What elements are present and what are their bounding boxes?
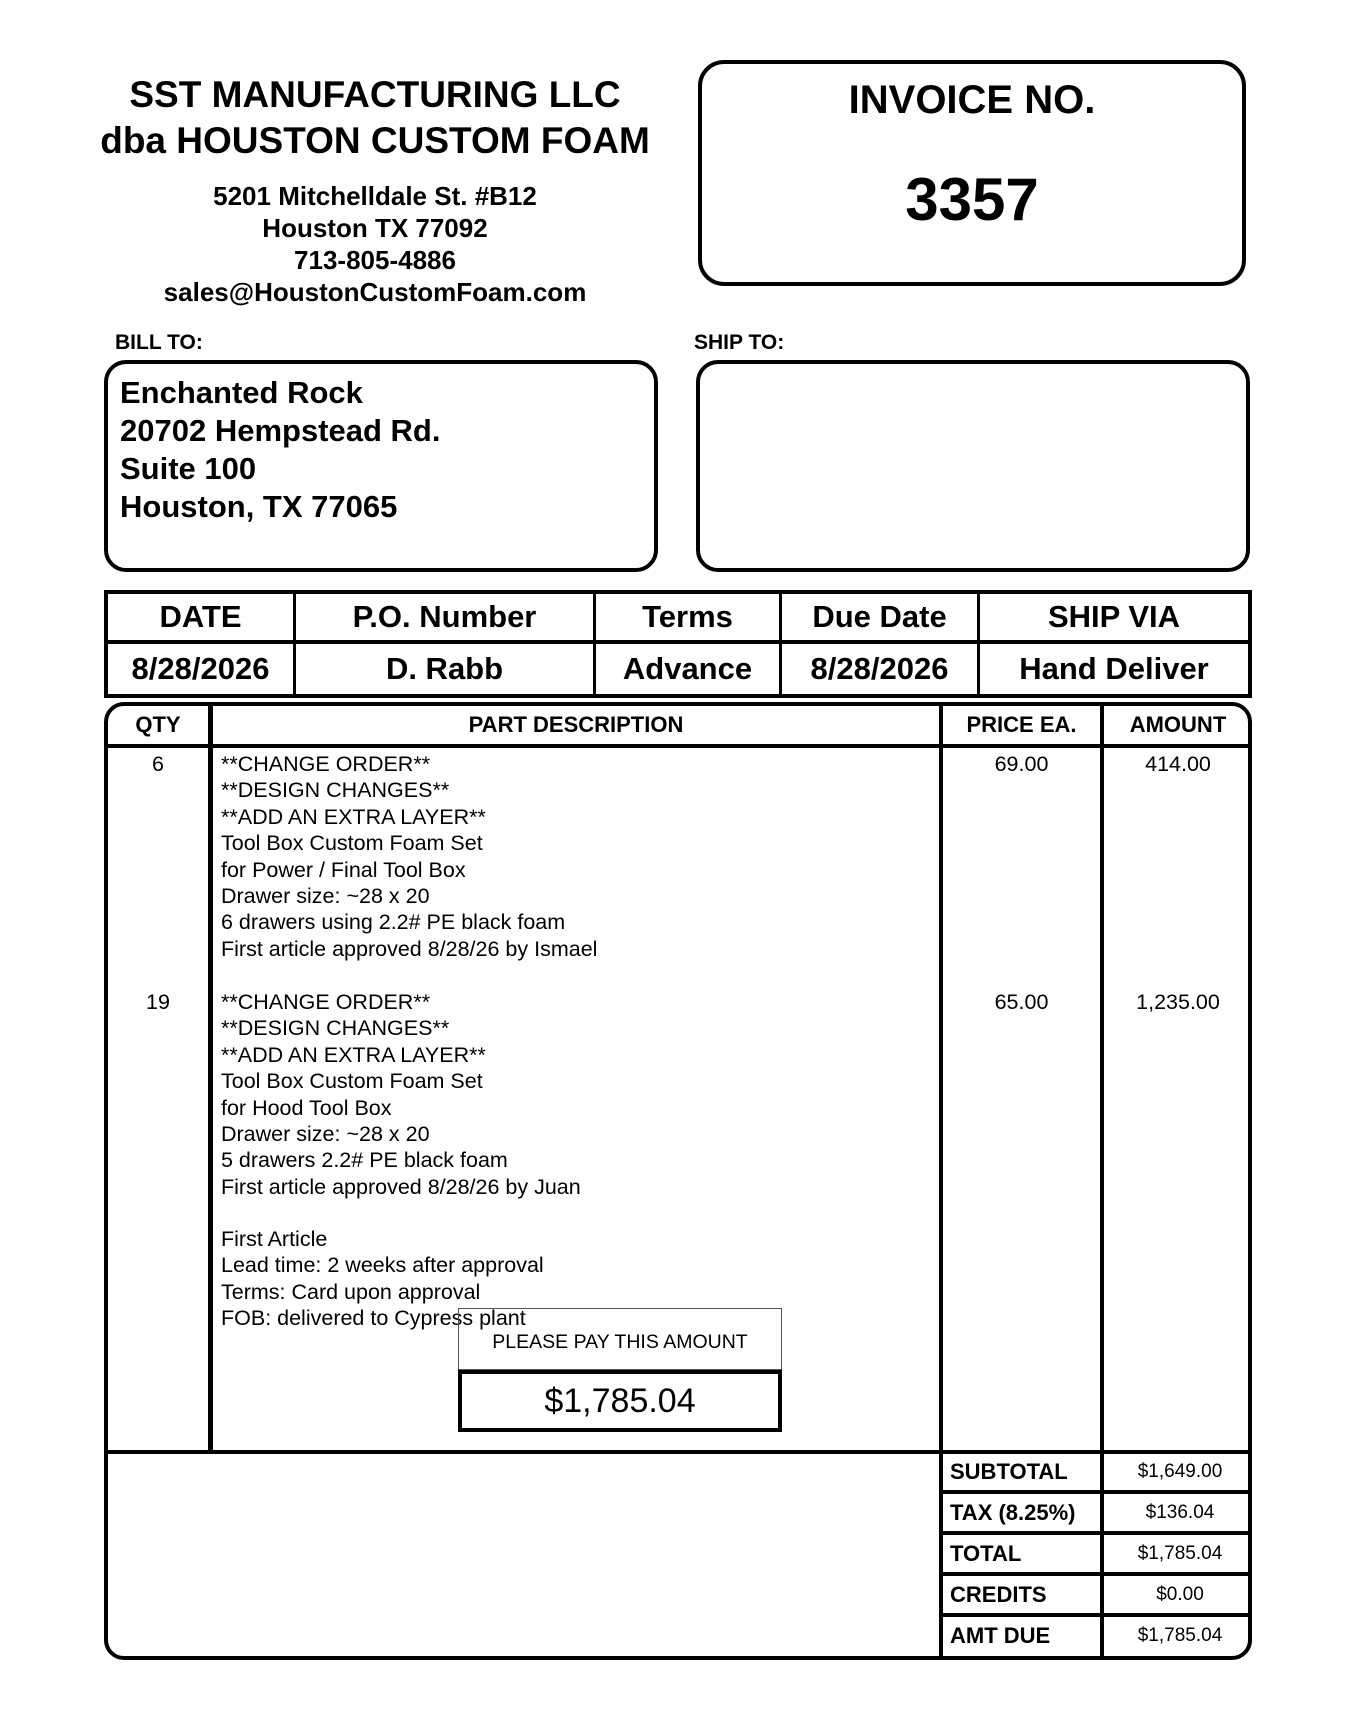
bill-to-line: 20702 Hempstead Rd. xyxy=(120,413,441,448)
info-value-po: D. Rabb xyxy=(296,644,596,694)
totals-row-divider xyxy=(943,1531,1252,1535)
note-line: Terms: Card upon approval xyxy=(221,1279,481,1304)
description-line: for Hood Tool Box xyxy=(221,1095,392,1120)
description-line: Drawer size: ~28 x 20 xyxy=(221,1122,430,1147)
description-line: **DESIGN CHANGES** xyxy=(221,778,450,803)
subtotal-label: SUBTOTAL xyxy=(950,1459,1068,1484)
column-divider xyxy=(208,706,213,1454)
description-line: 6 drawers using 2.2# PE black foam xyxy=(221,910,566,935)
header-description: PART DESCRIPTION xyxy=(468,712,684,737)
description-line: **CHANGE ORDER** xyxy=(221,990,431,1014)
total-value: $1,785.04 xyxy=(1137,1543,1223,1564)
note-line: First Article xyxy=(221,1227,328,1251)
item-description xyxy=(221,751,936,962)
invoice-number: 3357 xyxy=(905,166,1039,233)
item-qty: 6 xyxy=(152,752,164,776)
description-line: First article approved 8/28/26 by Juan xyxy=(221,1174,581,1199)
item-amount: 1,235.00 xyxy=(1136,990,1220,1014)
amount-due-value: $1,785.04 xyxy=(1137,1625,1223,1646)
company-address xyxy=(90,180,660,308)
company-email: sales@HoustonCustomFoam.com xyxy=(163,277,587,307)
credits-value: $0.00 xyxy=(1156,1584,1204,1605)
bill-to-box xyxy=(104,360,658,572)
description-line: **CHANGE ORDER** xyxy=(221,752,431,776)
column-divider xyxy=(1100,706,1104,1660)
amount-due-label: AMT DUE xyxy=(950,1623,1051,1648)
bill-to-line: Enchanted Rock xyxy=(120,375,363,410)
description-line: **ADD AN EXTRA LAYER** xyxy=(221,1042,486,1067)
company-phone: 713-805-4886 xyxy=(294,245,456,275)
description-line: Tool Box Custom Foam Set xyxy=(221,831,483,856)
totals-row-divider xyxy=(943,1572,1252,1576)
total-label: TOTAL xyxy=(950,1541,1022,1566)
item-price: 65.00 xyxy=(994,990,1049,1014)
item-price: 69.00 xyxy=(994,752,1049,776)
item-qty: 19 xyxy=(146,990,170,1014)
description-line: Drawer size: ~28 x 20 xyxy=(221,884,430,909)
info-header-date: DATE xyxy=(108,594,296,644)
company-street: 5201 Mitchelldale St. #B12 xyxy=(213,181,537,211)
subtotal-value: $1,649.00 xyxy=(1137,1461,1223,1482)
invoice-number-box xyxy=(698,60,1246,286)
tax-value: $136.04 xyxy=(1145,1502,1215,1523)
info-header-terms: Terms xyxy=(596,594,782,644)
line-items-table xyxy=(104,702,1252,1660)
please-pay-label: PLEASE PAY THIS AMOUNT xyxy=(458,1308,782,1370)
item-amount: 414.00 xyxy=(1145,752,1211,776)
info-value-date: 8/28/2026 xyxy=(108,644,296,694)
description-line: Tool Box Custom Foam Set xyxy=(221,1069,483,1094)
item-description xyxy=(221,989,936,1200)
info-header-ship-via: SHIP VIA xyxy=(980,594,1248,644)
totals-row-divider xyxy=(943,1490,1252,1494)
description-line: First article approved 8/28/26 by Ismael xyxy=(221,936,598,961)
info-header-due-date: Due Date xyxy=(782,594,980,644)
tax-label: TAX (8.25%) xyxy=(950,1500,1076,1525)
ship-to-label: SHIP TO: xyxy=(694,331,785,354)
note-line: FOB: delivered to Cypress plant xyxy=(221,1306,526,1331)
header-price: PRICE EA. xyxy=(966,712,1077,737)
header-divider xyxy=(108,744,1252,748)
company-name: SST MANUFACTURING LLC xyxy=(129,74,621,115)
invoice-info-table xyxy=(104,590,1252,698)
company-city: Houston TX 77092 xyxy=(262,213,488,243)
info-value-due-date: 8/28/2026 xyxy=(782,644,980,694)
credits-label: CREDITS xyxy=(950,1582,1047,1607)
description-line: for Power / Final Tool Box xyxy=(221,857,466,882)
info-value-terms: Advance xyxy=(596,644,782,694)
company-dba: dba HOUSTON CUSTOM FOAM xyxy=(100,120,650,161)
please-pay-amount: $1,785.04 xyxy=(458,1370,782,1432)
description-line: **ADD AN EXTRA LAYER** xyxy=(221,804,486,829)
bill-to-line: Houston, TX 77065 xyxy=(120,489,398,524)
note-line: Lead time: 2 weeks after approval xyxy=(221,1253,544,1278)
bill-to-label: BILL TO: xyxy=(115,331,203,354)
company-header xyxy=(90,72,660,308)
column-divider xyxy=(939,706,943,1660)
ship-to-box xyxy=(696,360,1250,572)
totals-row-divider xyxy=(943,1613,1252,1617)
description-line: **DESIGN CHANGES** xyxy=(221,1016,450,1041)
header-qty: QTY xyxy=(135,712,181,737)
invoice-label: INVOICE NO. xyxy=(848,78,1096,122)
header-amount: AMOUNT xyxy=(1129,712,1227,737)
info-value-ship-via: Hand Deliver xyxy=(1019,651,1209,686)
info-header-po: P.O. Number xyxy=(296,594,596,644)
description-line: 5 drawers 2.2# PE black foam xyxy=(221,1148,508,1173)
bill-to-line: Suite 100 xyxy=(120,451,257,486)
